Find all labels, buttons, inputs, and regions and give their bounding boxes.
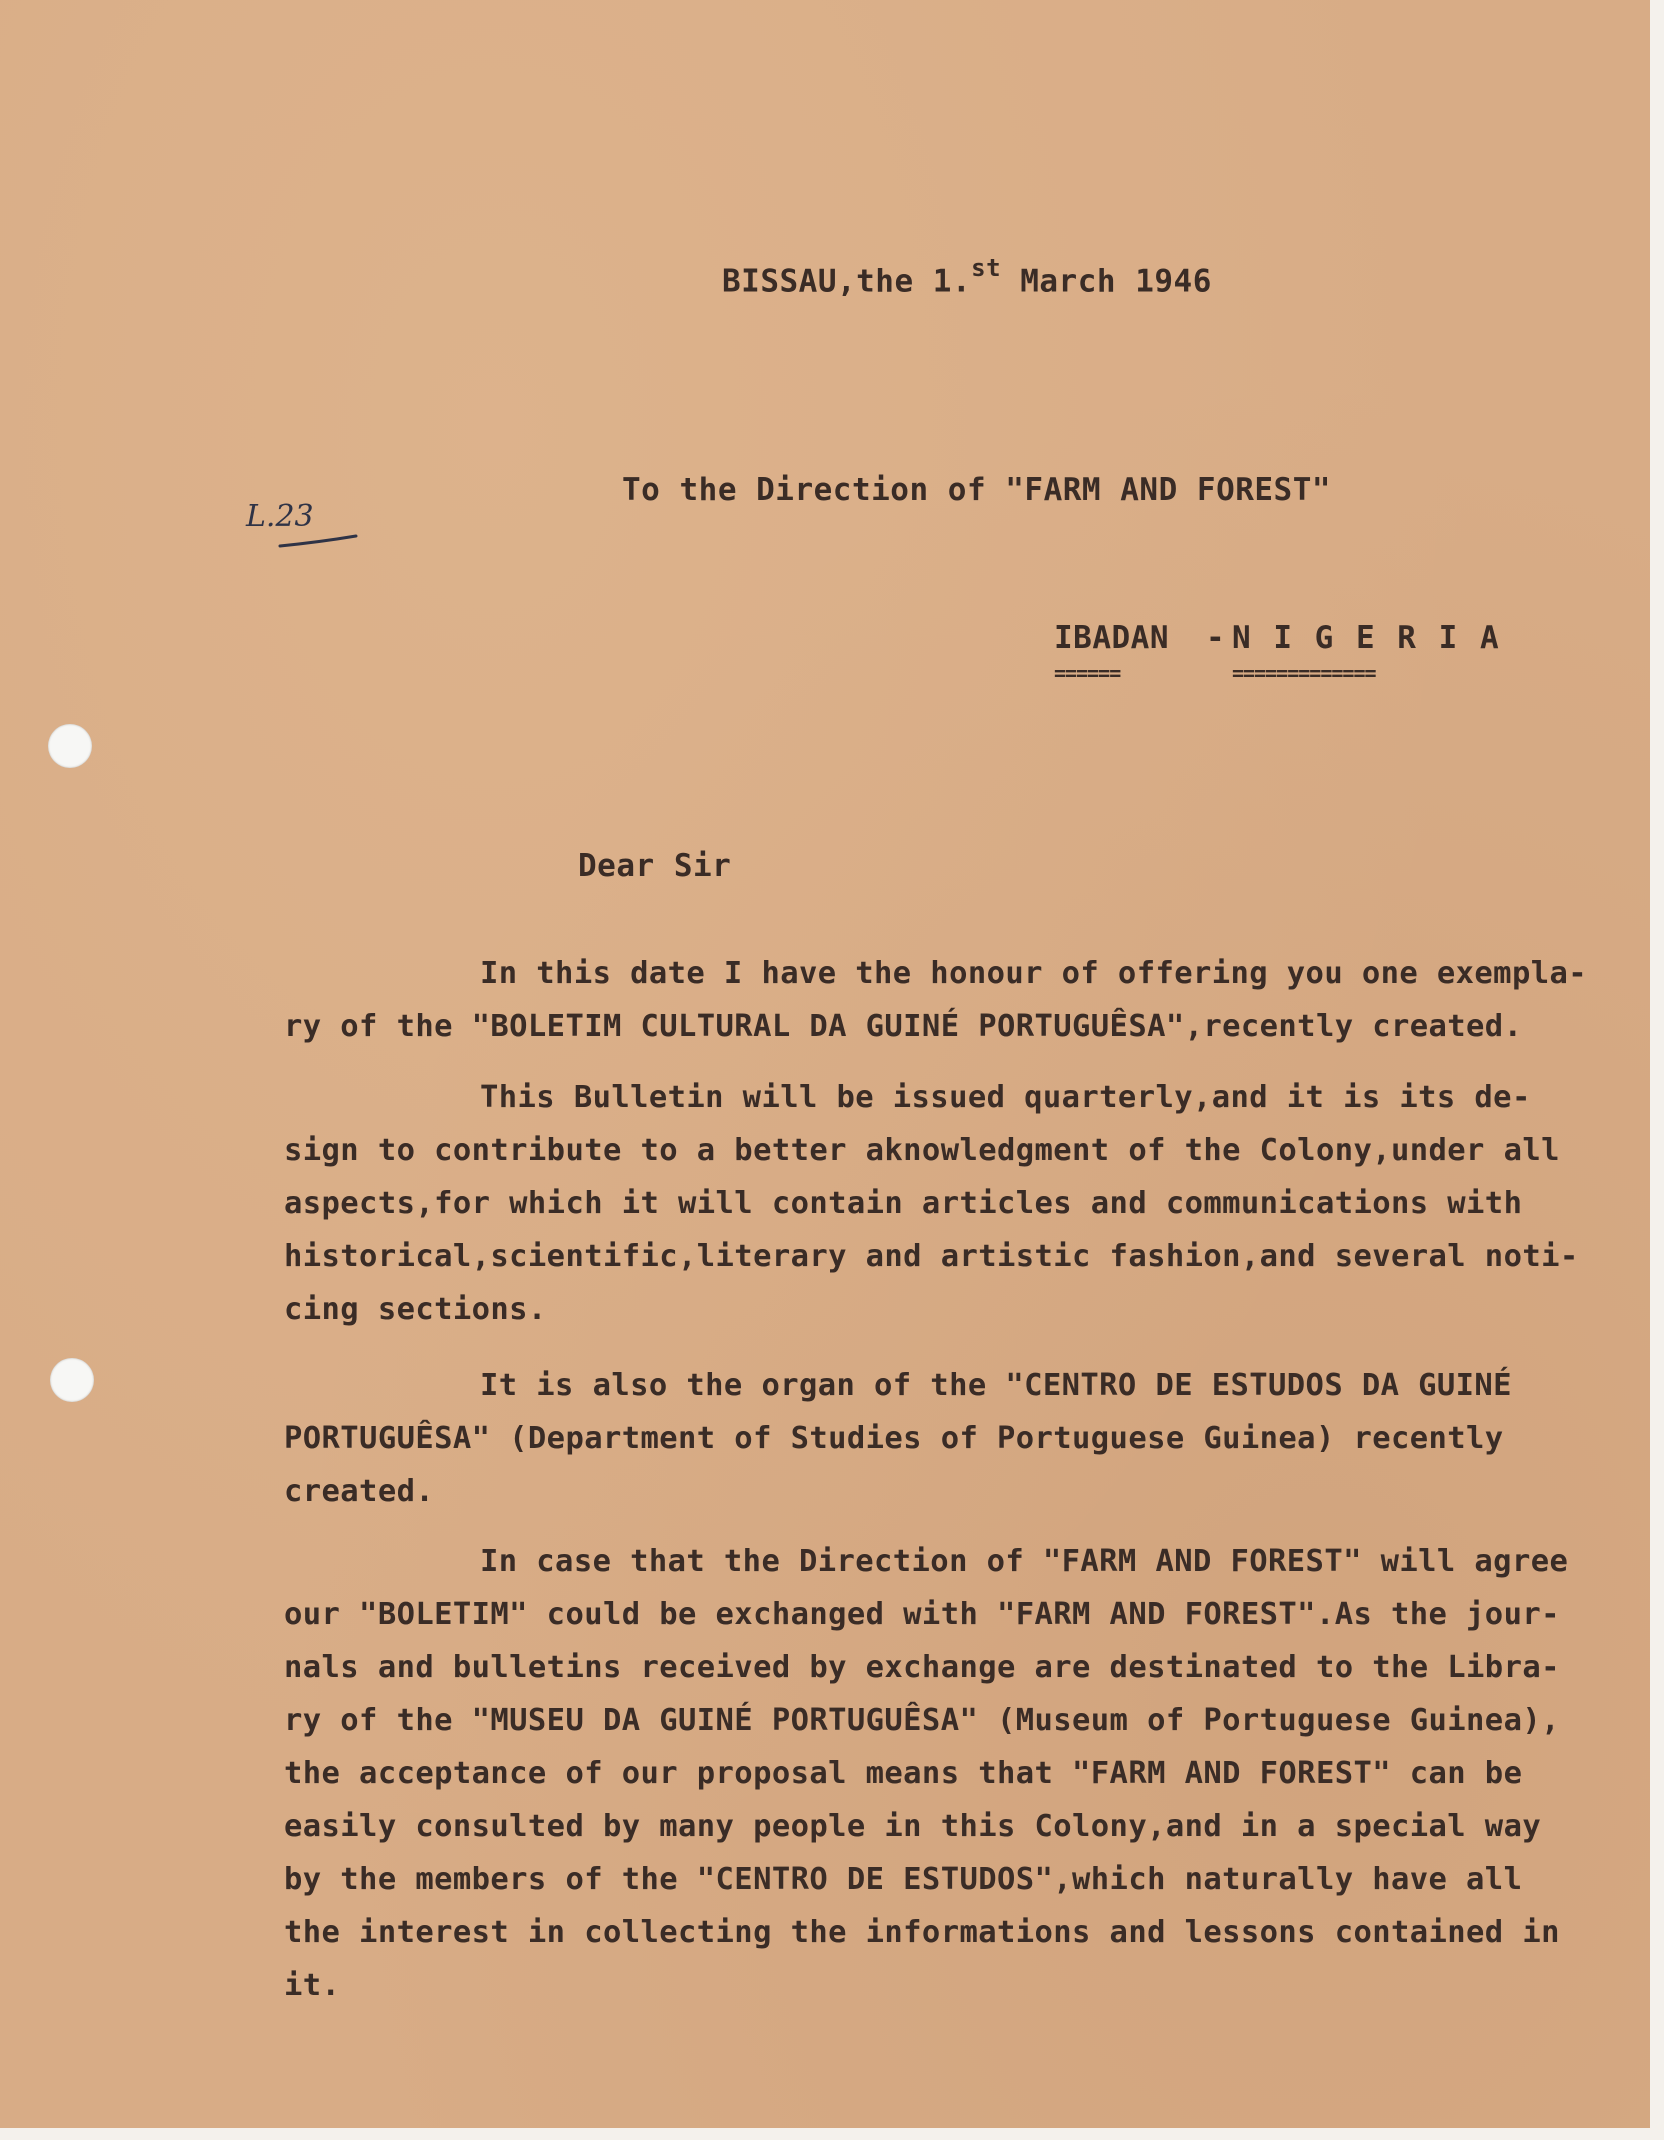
paragraph-2-line-5: cing sections. — [284, 1292, 547, 1327]
paragraph-4-line-1: In case that the Direction of "FARM AND FOREST" will agree — [480, 1544, 1569, 1579]
paragraph-2-line-1: This Bulletin will be issued quarterly,and it is its de- — [480, 1080, 1531, 1115]
paragraph-3-line-3: created. — [284, 1474, 435, 1509]
paragraph-2-line-4: historical,scientific,literary and artistic fashion,and several noti- — [284, 1239, 1579, 1274]
paragraph-3-line-1: It is also the organ of the "CENTRO DE ESTUDOS DA GUINÉ — [480, 1368, 1512, 1403]
paragraph-1-line-1: In this date I have the honour of offering you one exempla- — [480, 956, 1587, 991]
svg-text:L.23: L.23 — [246, 499, 314, 534]
handwritten-annotation — [240, 492, 360, 552]
paragraph-4-line-3: nals and bulletins received by exchange are destinated to the Libra- — [284, 1650, 1560, 1685]
date-prefix: BISSAU,the 1. — [722, 263, 972, 300]
place-dash: - — [1206, 620, 1226, 656]
punch-hole-top — [48, 724, 92, 768]
date-ordinal: st — [971, 254, 1002, 282]
place-city: IBADAN — [1054, 620, 1169, 656]
place-country-underline: ============= — [1232, 661, 1376, 685]
salutation: Dear Sir — [578, 848, 732, 884]
paragraph-2-line-2: sign to contribute to a better aknowledgment of the Colony,under all — [284, 1133, 1560, 1168]
paragraph-4-line-7: by the members of the "CENTRO DE ESTUDOS",which naturally have all — [284, 1862, 1523, 1897]
paragraph-4-line-2: our "BOLETIM" could be exchanged with "FARM AND FOREST".As the jour- — [284, 1597, 1560, 1632]
paragraph-2-line-3: aspects,for which it will contain articles and communications with — [284, 1186, 1523, 1221]
scan-margin-bottom — [0, 2128, 1664, 2140]
recipient-line: To the Direction of "FARM AND FOREST" — [622, 472, 1332, 508]
paragraph-4-line-6: easily consulted by many people in this Colony,and in a special way — [284, 1809, 1542, 1844]
place-city-underline: ====== — [1054, 661, 1121, 685]
paragraph-4-line-9: it. — [284, 1968, 341, 2003]
paragraph-3-line-2: PORTUGUÊSA" (Department of Studies of Portuguese Guinea) recently — [284, 1421, 1504, 1456]
paragraph-1-line-2: ry of the "BOLETIM CULTURAL DA GUINÉ PORTUGUÊSA",recently created. — [284, 1009, 1523, 1044]
punch-hole-bottom — [50, 1358, 94, 1402]
letter-date — [722, 254, 1212, 300]
scan-margin-right — [1650, 0, 1664, 2140]
date-rest: March 1946 — [1020, 263, 1212, 300]
place-country: N I G E R I A — [1232, 620, 1501, 656]
paragraph-4-line-8: the interest in collecting the informations and lessons contained in — [284, 1915, 1560, 1950]
paragraph-4-line-4: ry of the "MUSEU DA GUINÉ PORTUGUÊSA" (Museum of Portuguese Guinea), — [284, 1703, 1560, 1738]
paragraph-4-line-5: the acceptance of our proposal means that "FARM AND FOREST" can be — [284, 1756, 1523, 1791]
